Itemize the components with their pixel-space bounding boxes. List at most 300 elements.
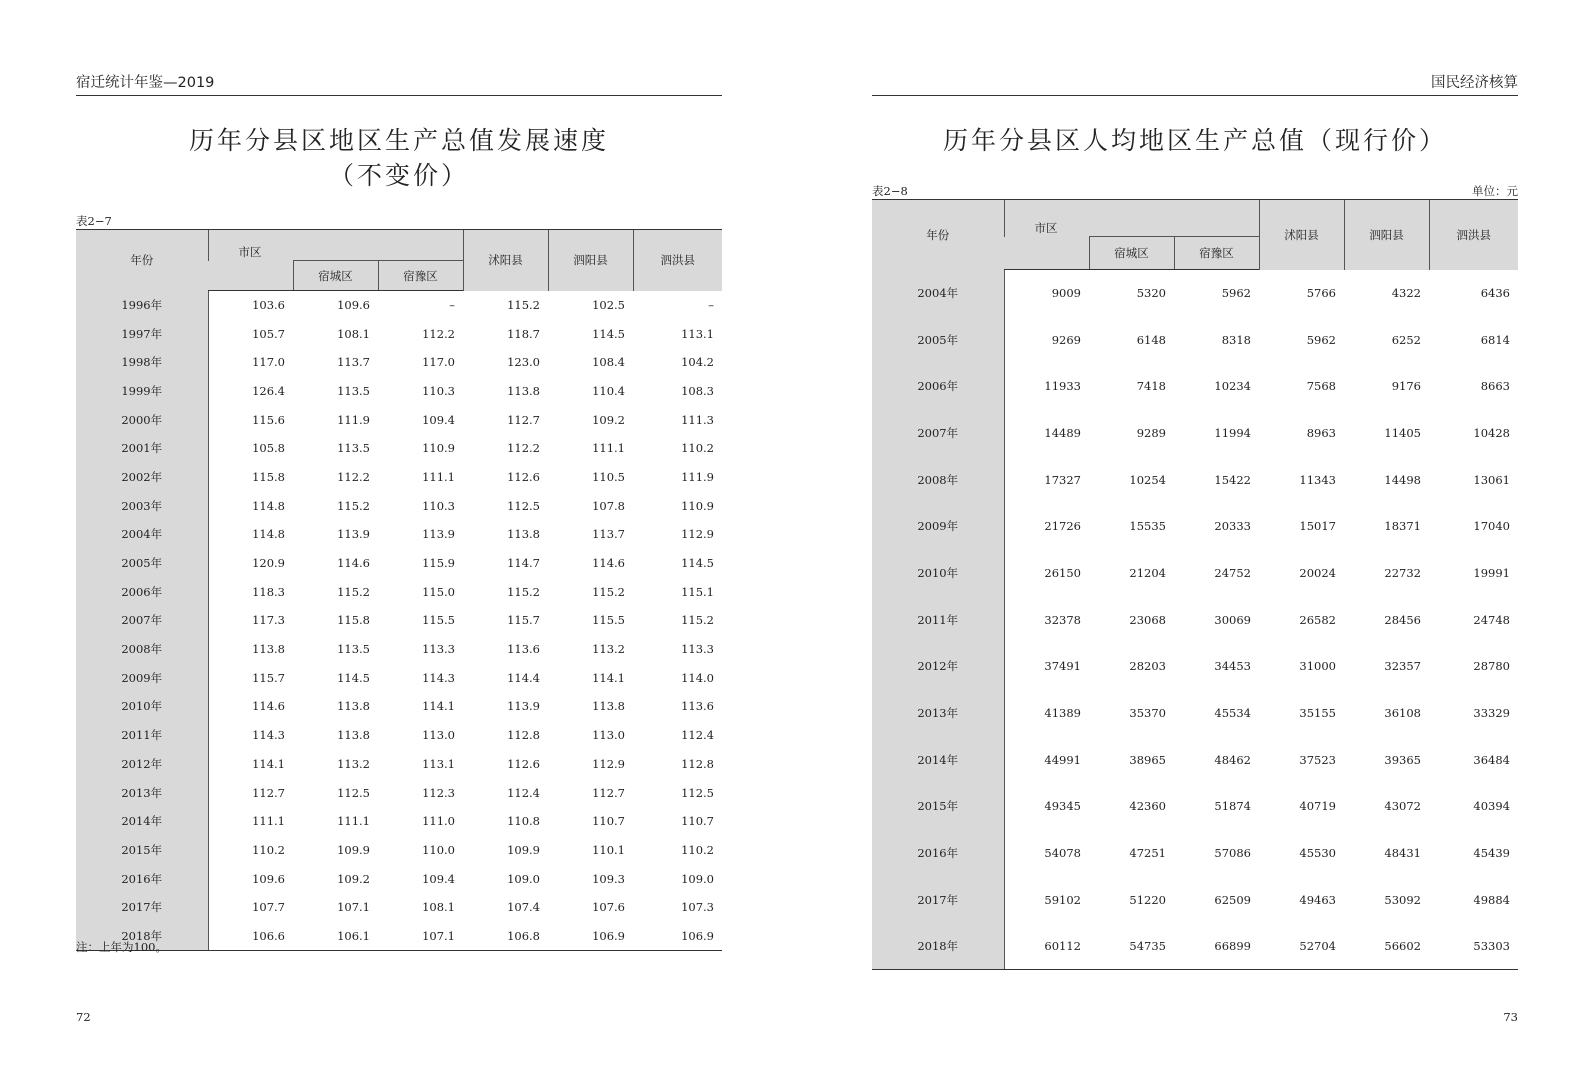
- row-year: 2010年: [872, 550, 1004, 597]
- cell-sucheng: 113.8: [337, 728, 370, 743]
- table-row: [872, 830, 1518, 877]
- left-page: [76, 0, 722, 1077]
- header-shuyang: 沭阳县: [463, 230, 548, 291]
- cell-city: 114.8: [252, 527, 285, 542]
- header-year: 年份: [76, 230, 208, 291]
- row-year: 2004年: [872, 270, 1004, 317]
- table-row: [76, 549, 722, 578]
- cell-suyu: 113.1: [422, 756, 455, 771]
- cell-suyu: 110.0: [422, 842, 455, 857]
- cell-siyang: 32357: [1384, 659, 1421, 674]
- table-row: [872, 503, 1518, 550]
- cell-siyang: 113.7: [592, 527, 625, 542]
- row-year: 2001年: [76, 434, 208, 463]
- cell-siyang: 53092: [1384, 892, 1421, 907]
- cell-siyang: 113.0: [592, 728, 625, 743]
- row-year: 1998年: [76, 348, 208, 377]
- cell-sihong: 112.5: [681, 785, 714, 800]
- cell-sucheng: 15535: [1129, 519, 1166, 534]
- cell-suyu: 109.4: [422, 412, 455, 427]
- cell-sucheng: 5320: [1136, 286, 1166, 301]
- row-year: 2016年: [76, 864, 208, 893]
- cell-suyu: 57086: [1214, 846, 1251, 861]
- cell-suyu: 108.1: [422, 900, 455, 915]
- cell-city: 118.3: [252, 584, 285, 599]
- table-row: [872, 643, 1518, 690]
- table-row: [76, 778, 722, 807]
- cell-shuyang: 5766: [1306, 285, 1336, 300]
- cell-suyu: 110.9: [422, 441, 455, 456]
- cell-siyang: 110.5: [592, 469, 625, 484]
- cell-sihong: 112.8: [681, 756, 714, 771]
- table-row: [872, 596, 1518, 643]
- cell-suyu: 10234: [1214, 379, 1251, 394]
- cell-shuyang: 110.8: [507, 814, 540, 829]
- cell-siyang: 48431: [1384, 846, 1421, 861]
- cell-siyang: 39365: [1384, 752, 1421, 767]
- cell-sihong: 114.0: [681, 670, 714, 685]
- cell-sihong: 24748: [1473, 612, 1510, 627]
- table-row: [76, 606, 722, 635]
- cell-shuyang: 26582: [1299, 612, 1336, 627]
- cell-sihong: 40394: [1473, 799, 1510, 814]
- cell-siyang: 112.9: [592, 756, 625, 771]
- cell-city: 14489: [1044, 425, 1081, 440]
- table-row: [872, 410, 1518, 457]
- row-year: 2005年: [76, 549, 208, 578]
- row-year: 2014年: [76, 807, 208, 836]
- cell-shuyang: 113.6: [507, 642, 540, 657]
- cell-city: 37491: [1044, 659, 1081, 674]
- cell-suyu: 45534: [1214, 706, 1251, 721]
- cell-sihong: 109.0: [681, 871, 714, 886]
- cell-sucheng: 47251: [1129, 846, 1166, 861]
- cell-shuyang: 31000: [1299, 659, 1336, 674]
- cell-city: 44991: [1044, 752, 1081, 767]
- cell-suyu: 113.9: [422, 527, 455, 542]
- row-year: 2005年: [872, 316, 1004, 363]
- table-row: [872, 783, 1518, 830]
- cell-sucheng: 38965: [1129, 752, 1166, 767]
- cell-city: 59102: [1044, 892, 1081, 907]
- cell-shuyang: 112.2: [507, 441, 540, 456]
- cell-sihong: 113.3: [681, 642, 714, 657]
- cell-city: 112.7: [252, 785, 285, 800]
- cell-sucheng: 113.5: [337, 383, 370, 398]
- cell-siyang: 107.6: [592, 900, 625, 915]
- cell-siyang: 110.7: [592, 814, 625, 829]
- cell-city: 114.1: [252, 756, 285, 771]
- cell-city: 114.6: [252, 699, 285, 714]
- cell-sihong: 115.1: [681, 584, 714, 599]
- table-code: 表2−7: [76, 214, 112, 228]
- cell-siyang: 115.5: [592, 613, 625, 628]
- cell-shuyang: 113.9: [507, 699, 540, 714]
- cell-sucheng: 114.5: [337, 670, 370, 685]
- row-year: 2008年: [872, 456, 1004, 503]
- cell-suyu: 111.1: [422, 469, 455, 484]
- table-row: [76, 577, 722, 606]
- table-note: 注：上年为100。: [76, 940, 167, 954]
- cell-sucheng: 51220: [1129, 892, 1166, 907]
- cell-sucheng: 106.1: [293, 922, 378, 951]
- cell-city: 9269: [1051, 332, 1081, 347]
- cell-suyu: 115.0: [422, 584, 455, 599]
- table-row: [76, 807, 722, 836]
- cell-sihong: 108.3: [681, 383, 714, 398]
- cell-suyu: 115.9: [422, 556, 455, 571]
- cell-suyu: 24752: [1214, 565, 1251, 580]
- cell-shuyang: 109.9: [507, 842, 540, 857]
- cell-sihong: 104.2: [681, 355, 714, 370]
- table-row: [872, 690, 1518, 737]
- growth-rate-table: [76, 229, 722, 951]
- cell-suyu: 114.1: [422, 699, 455, 714]
- cell-suyu: 62509: [1214, 892, 1251, 907]
- header-year: 年份: [872, 200, 1004, 270]
- cell-sihong: 115.2: [681, 613, 714, 628]
- cell-sihong: 114.5: [681, 556, 714, 571]
- cell-shuyang: 115.2: [507, 584, 540, 599]
- cell-city: 11933: [1044, 379, 1081, 394]
- cell-shuyang: 115.2: [507, 297, 540, 312]
- cell-sucheng: 7418: [1136, 379, 1166, 394]
- cell-sucheng: 113.5: [337, 441, 370, 456]
- cell-city: 26150: [1044, 565, 1081, 580]
- header-suyu: 宿豫区: [1174, 237, 1259, 270]
- row-year: 2007年: [76, 606, 208, 635]
- cell-siyang: 28456: [1384, 612, 1421, 627]
- cell-sihong: 8663: [1480, 379, 1510, 394]
- cell-siyang: 108.4: [592, 355, 625, 370]
- cell-city: 17327: [1044, 472, 1081, 487]
- row-year: 2010年: [76, 692, 208, 721]
- cell-suyu: 113.0: [422, 728, 455, 743]
- table-row: [76, 721, 722, 750]
- cell-siyang: 6252: [1391, 332, 1421, 347]
- cell-suyu: 48462: [1214, 752, 1251, 767]
- cell-suyu: 111.0: [422, 814, 455, 829]
- cell-shuyang: 113.8: [507, 383, 540, 398]
- cell-sucheng: 115.2: [337, 584, 370, 599]
- cell-city: 120.9: [252, 556, 285, 571]
- table-row: [76, 377, 722, 406]
- cell-sihong: 45439: [1473, 846, 1510, 861]
- cell-city: 107.7: [252, 900, 285, 915]
- cell-suyu: 117.0: [422, 355, 455, 370]
- cell-sucheng: 54735: [1089, 923, 1174, 970]
- table-row: [872, 736, 1518, 783]
- header-siyang: 泗阳县: [548, 230, 633, 291]
- header-siyang: 泗阳县: [1344, 200, 1429, 270]
- cell-sihong: 110.9: [681, 498, 714, 513]
- cell-sihong: 110.2: [681, 842, 714, 857]
- row-year: 2015年: [76, 836, 208, 865]
- cell-shuyang: 49463: [1299, 892, 1336, 907]
- cell-sucheng: 113.7: [337, 355, 370, 370]
- table-row: [872, 456, 1518, 503]
- cell-sucheng: 107.1: [337, 900, 370, 915]
- running-head-right: 国民经济核算: [872, 73, 1518, 96]
- cell-city: 110.2: [252, 842, 285, 857]
- cell-siyang: 111.1: [592, 441, 625, 456]
- cell-shuyang: 113.8: [507, 527, 540, 542]
- table-row: [76, 319, 722, 348]
- cell-siyang: 114.6: [592, 556, 625, 571]
- cell-city: 111.1: [252, 814, 285, 829]
- cell-sihong: 28780: [1473, 659, 1510, 674]
- cell-sihong: 17040: [1473, 519, 1510, 534]
- table-row: [76, 348, 722, 377]
- cell-suyu: 114.3: [422, 670, 455, 685]
- header-suyu: 宿豫区: [378, 261, 463, 291]
- row-year: 1997年: [76, 319, 208, 348]
- table-row: [76, 463, 722, 492]
- cell-shuyang: 114.7: [507, 556, 540, 571]
- header-city: 市区: [1004, 200, 1259, 237]
- table-row: [872, 270, 1518, 317]
- cell-city: 103.6: [252, 298, 285, 313]
- running-head-left: 宿迁统计年鉴—2019: [76, 73, 722, 96]
- row-year: 2006年: [872, 363, 1004, 410]
- cell-shuyang: 112.6: [507, 756, 540, 771]
- row-year: 2009年: [872, 503, 1004, 550]
- cell-suyu: –: [449, 298, 455, 313]
- cell-shuyang: 106.8: [463, 922, 548, 951]
- cell-suyu: 20333: [1214, 519, 1251, 534]
- unit-label: 单位：元: [1472, 184, 1518, 198]
- cell-shuyang: 112.4: [507, 785, 540, 800]
- row-year: 2017年: [872, 876, 1004, 923]
- table-row: [76, 922, 722, 951]
- row-year: 2011年: [872, 596, 1004, 643]
- cell-city: 114.3: [252, 728, 285, 743]
- cell-sucheng: 109.6: [337, 298, 370, 313]
- cell-shuyang: 107.4: [507, 900, 540, 915]
- cell-sihong: 36484: [1473, 752, 1510, 767]
- header-sihong: 泗洪县: [1429, 200, 1518, 270]
- cell-city: 21726: [1044, 519, 1081, 534]
- cell-siyang: 11405: [1384, 425, 1421, 440]
- cell-city: 105.7: [252, 326, 285, 341]
- row-year: 2002年: [76, 463, 208, 492]
- cell-suyu: 110.3: [422, 383, 455, 398]
- cell-sucheng: 112.5: [337, 785, 370, 800]
- cell-sihong: 33329: [1473, 706, 1510, 721]
- row-year: 2014年: [872, 736, 1004, 783]
- cell-sihong: 53303: [1429, 923, 1518, 970]
- table-row: [76, 434, 722, 463]
- cell-suyu: 11994: [1214, 425, 1251, 440]
- cell-suyu: 5962: [1221, 286, 1251, 301]
- cell-sucheng: 109.9: [337, 842, 370, 857]
- cell-siyang: 102.5: [592, 297, 625, 312]
- row-year: 2015年: [872, 783, 1004, 830]
- header-sucheng: 宿城区: [293, 261, 378, 291]
- cell-siyang: 109.2: [592, 412, 625, 427]
- cell-sucheng: 10254: [1129, 472, 1166, 487]
- table-row: [76, 750, 722, 779]
- cell-sucheng: 113.2: [337, 756, 370, 771]
- table-row: [76, 836, 722, 865]
- cell-suyu: 109.4: [422, 871, 455, 886]
- row-year: 2017年: [76, 893, 208, 922]
- cell-suyu: 115.5: [422, 613, 455, 628]
- table-row: [76, 663, 722, 692]
- cell-city: 54078: [1044, 846, 1081, 861]
- cell-siyang: 114.5: [592, 326, 625, 341]
- cell-sucheng: 9289: [1136, 425, 1166, 440]
- cell-sihong: 113.1: [681, 326, 714, 341]
- row-year: 2008年: [76, 635, 208, 664]
- cell-city: 105.8: [252, 441, 285, 456]
- cell-city: 106.6: [208, 922, 293, 951]
- cell-shuyang: 112.8: [507, 728, 540, 743]
- cell-suyu: 107.1: [378, 922, 463, 951]
- row-year: 2011年: [76, 721, 208, 750]
- table-row: [76, 520, 722, 549]
- cell-suyu: 30069: [1214, 612, 1251, 627]
- cell-sihong: 112.9: [681, 527, 714, 542]
- cell-shuyang: 11343: [1299, 472, 1336, 487]
- table-row: [872, 363, 1518, 410]
- cell-suyu: 110.3: [422, 498, 455, 513]
- right-page: [872, 0, 1518, 1077]
- cell-suyu: 66899: [1174, 923, 1259, 970]
- header-shuyang: 沭阳县: [1259, 200, 1344, 270]
- row-year: 2018年: [76, 922, 208, 951]
- cell-shuyang: 115.7: [507, 613, 540, 628]
- cell-sucheng: 113.9: [337, 527, 370, 542]
- cell-siyang: 14498: [1384, 472, 1421, 487]
- cell-city: 109.6: [252, 871, 285, 886]
- page-number-left: 72: [76, 1010, 91, 1024]
- cell-sihong: 111.3: [681, 412, 714, 427]
- table-row: [76, 491, 722, 520]
- cell-city: 117.3: [252, 613, 285, 628]
- row-year: 2013年: [872, 690, 1004, 737]
- cell-siyang: 18371: [1384, 519, 1421, 534]
- row-year: 2012年: [76, 750, 208, 779]
- cell-sihong: 113.6: [681, 699, 714, 714]
- cell-city: 9009: [1051, 286, 1081, 301]
- cell-sucheng: 111.1: [337, 814, 370, 829]
- cell-sucheng: 35370: [1129, 706, 1166, 721]
- cell-shuyang: 114.4: [507, 670, 540, 685]
- table-title-line1: 历年分县区地区生产总值发展速度: [188, 126, 609, 155]
- cell-shuyang: 7568: [1306, 379, 1336, 394]
- cell-shuyang: 45530: [1299, 846, 1336, 861]
- cell-city: 114.8: [252, 498, 285, 513]
- row-year: 2016年: [872, 830, 1004, 877]
- table-row: [872, 923, 1518, 970]
- cell-siyang: 43072: [1384, 799, 1421, 814]
- cell-sihong: 6814: [1480, 332, 1510, 347]
- cell-shuyang: 112.6: [507, 469, 540, 484]
- cell-siyang: 110.4: [592, 383, 625, 398]
- cell-suyu: 51874: [1214, 799, 1251, 814]
- cell-sihong: 110.2: [681, 441, 714, 456]
- cell-suyu: 112.2: [422, 326, 455, 341]
- cell-siyang: 4322: [1391, 285, 1421, 300]
- page-number-right: 73: [1503, 1010, 1518, 1024]
- cell-shuyang: 112.7: [507, 412, 540, 427]
- table-title: 历年分县区人均地区生产总值（现行价）: [942, 126, 1447, 155]
- cell-siyang: 107.8: [592, 498, 625, 513]
- row-year: 1996年: [76, 291, 208, 320]
- cell-sucheng: 28203: [1129, 659, 1166, 674]
- cell-shuyang: 118.7: [507, 326, 540, 341]
- cell-shuyang: 8963: [1306, 425, 1336, 440]
- cell-city: 117.0: [252, 355, 285, 370]
- cell-shuyang: 35155: [1299, 706, 1336, 721]
- cell-sihong: –: [708, 297, 714, 312]
- cell-sucheng: 23068: [1129, 612, 1166, 627]
- cell-sihong: 10428: [1473, 425, 1510, 440]
- table-row: [76, 864, 722, 893]
- cell-suyu: 8318: [1221, 332, 1251, 347]
- cell-shuyang: 123.0: [507, 355, 540, 370]
- cell-sihong: 19991: [1473, 565, 1510, 580]
- cell-siyang: 9176: [1391, 379, 1421, 394]
- cell-city: 113.8: [252, 642, 285, 657]
- cell-sihong: 106.9: [633, 922, 722, 951]
- cell-siyang: 112.7: [592, 785, 625, 800]
- row-year: 1999年: [76, 377, 208, 406]
- cell-sihong: 110.7: [681, 814, 714, 829]
- cell-shuyang: 40719: [1299, 799, 1336, 814]
- row-year: 2013年: [76, 778, 208, 807]
- table-row: [76, 692, 722, 721]
- cell-sucheng: 42360: [1129, 799, 1166, 814]
- cell-siyang: 36108: [1384, 706, 1421, 721]
- table-row: [872, 550, 1518, 597]
- cell-city: 49345: [1044, 799, 1081, 814]
- cell-sucheng: 113.5: [337, 642, 370, 657]
- header-city: 市区: [208, 230, 463, 261]
- cell-sihong: 6436: [1480, 285, 1510, 300]
- cell-city: 115.8: [252, 469, 285, 484]
- cell-shuyang: 112.5: [507, 498, 540, 513]
- cell-sucheng: 113.8: [337, 699, 370, 714]
- cell-sihong: 112.4: [681, 728, 714, 743]
- row-year: 2007年: [872, 410, 1004, 457]
- cell-sucheng: 108.1: [337, 326, 370, 341]
- cell-siyang: 115.2: [592, 584, 625, 599]
- cell-shuyang: 5962: [1306, 332, 1336, 347]
- table-row: [76, 635, 722, 664]
- cell-siyang: 109.3: [592, 871, 625, 886]
- cell-sucheng: 112.2: [337, 469, 370, 484]
- cell-city: 41389: [1044, 706, 1081, 721]
- cell-suyu: 113.3: [422, 642, 455, 657]
- cell-sucheng: 115.2: [337, 498, 370, 513]
- cell-suyu: 112.3: [422, 785, 455, 800]
- cell-city: 32378: [1044, 612, 1081, 627]
- row-year: 2003年: [76, 491, 208, 520]
- cell-city: 126.4: [252, 383, 285, 398]
- row-year: 2006年: [76, 577, 208, 606]
- cell-shuyang: 15017: [1299, 519, 1336, 534]
- table-row: [872, 316, 1518, 363]
- cell-sihong: 111.9: [681, 469, 714, 484]
- cell-sihong: 107.3: [681, 900, 714, 915]
- cell-shuyang: 37523: [1299, 752, 1336, 767]
- row-year: 2018年: [872, 923, 1004, 970]
- row-year: 2000年: [76, 405, 208, 434]
- cell-shuyang: 20024: [1299, 565, 1336, 580]
- cell-siyang: 106.9: [548, 922, 633, 951]
